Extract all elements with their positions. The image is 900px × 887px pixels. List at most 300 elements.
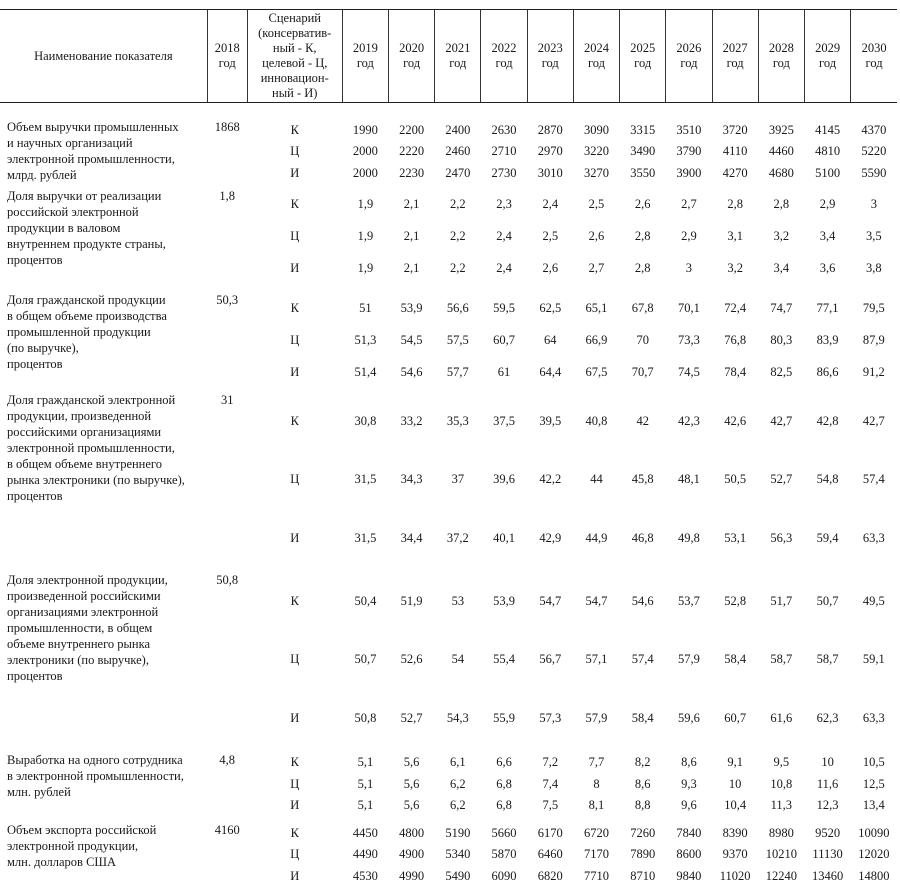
year-value: 13460 [811,868,844,883]
year-value: 3510 [676,122,702,137]
year-value: 40,1 [493,531,515,546]
year-value: 10,5 [862,755,885,770]
indicator-name-line: продукции, произведенной [7,408,152,423]
header-base-year: 2018 год [207,10,247,103]
scenario-code: Ц [290,652,300,667]
year-value: 7890 [630,847,656,862]
year-value: 10 [821,755,834,770]
year-value: 3 [685,260,693,275]
year-value: 6820 [537,868,563,883]
year-value: 12,3 [816,798,839,813]
indicator-name-line: электроники (по выручке), [7,652,149,667]
year-value: 2460 [445,144,471,159]
indicator-name-line: (по выручке), [7,340,79,355]
table-row [0,188,897,220]
year-value: 57,7 [446,364,469,379]
indicator-name-line: в общем объеме внутреннего [7,456,162,471]
indicator-name-line: млн. долларов США [7,855,117,869]
indicator-name-line: продукции в валовом [7,220,121,235]
year-value: 3,4 [819,228,836,243]
table-row [0,392,897,451]
scenario-code: И [290,260,300,275]
year-value: 4370 [861,122,887,137]
year-value: 50,4 [354,593,377,608]
year-value: 83,9 [816,332,839,347]
year-value: 13,4 [862,798,885,813]
indicator-name-line: и научных организаций [7,136,133,150]
scenario-code: Ц [290,472,300,487]
year-value: 7,7 [588,755,605,770]
indicator-name-line: рынка электроники (по выручке), [7,472,185,487]
year-value: 2710 [491,144,517,159]
year-value: 46,8 [631,531,654,546]
year-value: 59,1 [862,652,885,667]
year-value: 37 [451,472,465,487]
year-value: 9,5 [773,755,790,770]
year-value: 53,1 [724,531,747,546]
year-value: 6170 [537,825,563,840]
year-value: 3090 [583,122,609,137]
year-value: 2,8 [727,196,743,211]
year-value: 52,8 [724,593,747,608]
header-year: 2030 год [851,10,897,103]
year-value: 57,1 [585,652,608,667]
year-value: 60,7 [493,332,515,347]
year-value: 2,1 [403,196,420,211]
year-value: 1,9 [357,196,374,211]
year-value: 67,8 [631,300,654,315]
year-value: 50,8 [354,711,377,726]
year-value: 61 [497,364,511,379]
year-value: 54,7 [539,593,562,608]
year-value: 3 [870,196,877,211]
year-value: 3550 [630,165,656,180]
year-value: 62,5 [539,300,562,315]
year-value: 9,6 [681,798,697,813]
year-value: 3925 [768,122,794,137]
year-value: 50,7 [816,593,839,608]
year-value: 4900 [399,847,425,862]
header-indicator-name: Наименование показателя [0,10,207,103]
year-value: 3490 [630,144,656,159]
year-value: 2,8 [634,228,651,243]
year-value: 74,5 [677,364,700,379]
table-body [0,103,897,887]
year-value: 54,7 [585,593,608,608]
header-year: 2022 год [481,10,527,103]
year-value: 8390 [722,825,748,840]
year-value: 10 [728,776,742,791]
year-value: 2200 [399,122,425,137]
year-value: 42,7 [770,413,793,428]
year-value: 2,9 [681,228,697,243]
indicator-name-line: млн. рублей [7,784,71,799]
forecast-table [0,9,897,887]
year-value: 52,6 [400,652,423,667]
year-value: 51,4 [354,364,377,379]
year-value: 4990 [399,868,425,883]
year-value: 7,4 [542,776,559,791]
year-value: 2630 [491,122,517,137]
year-value: 2220 [399,144,425,159]
year-value: 59,4 [816,531,839,546]
indicator-name [0,752,207,817]
year-value: 5100 [815,165,841,180]
scenario-code: Ц [290,228,300,243]
scenario-code: Ц [290,332,300,347]
year-value: 9370 [722,847,748,862]
year-value: 2870 [537,122,563,137]
header-year: 2023 год [527,10,573,103]
year-value: 4450 [352,825,378,840]
year-value: 6,1 [450,755,466,770]
year-value: 48,1 [677,472,700,487]
year-value: 87,9 [862,332,885,347]
indicator-name-line: в общем объеме производства [7,308,167,323]
year-value: 66,9 [585,332,608,347]
row-spacer [0,103,897,120]
indicator-name-line: организациями электронной [7,604,159,619]
scenario-code: К [290,825,299,840]
year-value: 67,5 [585,364,608,379]
header-year: 2027 год [712,10,758,103]
year-value: 8,2 [634,755,651,770]
table-row [0,752,897,774]
year-value: 5340 [445,847,471,862]
year-value: 2,6 [634,196,651,211]
indicator-name-line: внутреннем продукте страны, [7,236,166,251]
year-value: 42,6 [724,413,747,428]
year-value: 42,7 [862,413,885,428]
indicator-name-line: Объем экспорта российской [7,823,157,837]
year-value: 5190 [445,825,471,840]
year-value: 30,8 [354,413,377,428]
header-year: 2028 год [758,10,804,103]
year-value: 62,3 [816,711,839,726]
year-value: 31,5 [354,472,377,487]
year-value: 2,7 [588,260,605,275]
year-value: 82,5 [770,364,793,379]
year-value: 58,4 [631,711,654,726]
indicator-name [0,392,207,568]
year-value: 7710 [583,868,609,883]
year-value: 63,3 [862,531,885,546]
scenario-code: К [290,413,299,428]
year-value: 5,1 [357,776,374,791]
year-value: 57,9 [585,711,608,726]
year-value: 56,3 [770,531,793,546]
year-value: 54,6 [631,593,654,608]
year-value: 2,6 [542,260,559,275]
year-value: 3220 [583,144,609,159]
indicator-name-line: Объем выручки промышленных [7,120,179,134]
year-value: 39,6 [493,472,515,487]
year-value: 4810 [815,144,841,159]
year-value: 3,1 [727,228,743,243]
header-year: 2026 год [666,10,712,103]
year-value: 1,9 [357,260,374,275]
base-year-value: 1868 [214,120,240,134]
scenario-code: И [290,531,300,546]
indicator-name [0,119,207,184]
year-value: 12,5 [862,776,885,791]
year-value: 56,7 [539,652,562,667]
indicator-name-line: процентов [7,668,63,683]
year-value: 6,2 [450,776,466,791]
year-value: 1,9 [357,228,374,243]
scenario-code: И [290,165,300,180]
year-value: 3,2 [727,260,743,275]
indicator-name [0,292,207,388]
year-value: 2,4 [542,196,559,211]
year-value: 2,2 [450,228,466,243]
year-value: 54,5 [400,332,423,347]
year-value: 6090 [491,868,517,883]
indicator-name [0,188,207,284]
year-value: 2970 [537,144,563,159]
header-year: 2024 год [573,10,619,103]
year-value: 6,2 [450,798,466,813]
year-value: 10,8 [770,776,793,791]
year-value: 52,7 [400,711,423,726]
indicator-name-line: промышленности, в общем [7,620,153,635]
year-value: 57,4 [862,472,885,487]
year-value: 57,4 [631,652,654,667]
year-value: 10090 [858,825,890,840]
table-row [0,822,897,844]
year-value: 49,8 [677,531,700,546]
base-year-value: 50,8 [216,572,239,587]
scenario-code: К [290,593,299,608]
year-value: 51 [359,300,372,315]
year-value: 2000 [352,144,378,159]
year-value: 40,8 [585,413,608,428]
year-value: 3790 [676,144,702,159]
year-value: 73,3 [677,332,700,347]
indicator-name-line: объеме внутреннего рынка [7,636,151,651]
year-value: 5,6 [403,798,420,813]
year-value: 33,2 [400,413,423,428]
indicator-name-line: электронной промышленности, [7,440,175,455]
year-value: 59,6 [677,711,700,726]
year-value: 5,6 [403,755,420,770]
year-value: 4800 [399,825,425,840]
year-value: 86,6 [816,364,839,379]
year-value: 2470 [445,165,471,180]
indicator-name-line: в электронной промышленности, [7,768,184,783]
year-value: 2400 [445,122,471,137]
year-value: 7,2 [542,755,559,770]
table-row [0,119,897,141]
year-value: 54,8 [816,472,839,487]
year-value: 42,9 [539,531,562,546]
indicator-name-line: Доля гражданской продукции [7,292,166,307]
year-value: 8600 [676,847,702,862]
scenario-code: И [290,798,300,813]
header-year: 2021 год [435,10,481,103]
year-value: 54,6 [400,364,423,379]
year-value: 14800 [858,868,890,883]
indicator-name-line: Доля выручки от реализации [7,188,162,203]
year-value: 35,3 [446,413,469,428]
year-value: 57,9 [677,652,700,667]
year-value: 8980 [768,825,794,840]
year-value: 8 [593,776,600,791]
year-value: 51,3 [354,332,377,347]
scenario-code: К [290,122,299,137]
year-value: 4460 [768,144,794,159]
year-value: 58,4 [724,652,747,667]
year-value: 54,3 [446,711,469,726]
year-value: 74,7 [770,300,793,315]
table-row [0,572,897,631]
year-value: 39,5 [539,413,562,428]
year-value: 49,5 [862,593,885,608]
base-year-value: 31 [220,392,234,407]
year-value: 4145 [815,122,841,137]
year-value: 9,1 [727,755,743,770]
year-value: 37,5 [493,413,515,428]
year-value: 7840 [676,825,702,840]
year-value: 5870 [491,847,517,862]
base-year-value: 50,3 [216,292,239,307]
year-value: 2000 [352,165,378,180]
year-value: 55,4 [493,652,515,667]
year-value: 6460 [537,847,563,862]
header-scenario: Сценарий (консерватив- ный - К, целевой - Ц, инновацион- ный - И) [247,10,342,103]
year-value: 4270 [722,165,748,180]
year-value: 5490 [445,868,471,883]
year-value: 5,1 [357,755,374,770]
header-year: 2019 год [342,10,388,103]
year-value: 34,3 [400,472,423,487]
year-value: 2,7 [681,196,697,211]
year-value: 3,5 [866,228,882,243]
year-value: 54 [451,652,465,667]
year-value: 11130 [812,847,843,862]
year-value: 8710 [630,868,656,883]
year-value: 12240 [765,868,797,883]
year-value: 70 [636,332,649,347]
indicator-name [0,572,207,748]
year-value: 7,5 [542,798,559,813]
year-value: 42 [636,413,649,428]
year-value: 3,6 [819,260,836,275]
indicator-name-line: российскими организациями [7,424,162,439]
year-value: 50,5 [724,472,747,487]
year-value: 10210 [765,847,797,862]
year-value: 2,1 [403,260,420,275]
scenario-code: И [290,364,300,379]
year-value: 3900 [676,165,702,180]
year-value: 63,3 [862,711,885,726]
year-value: 42,8 [816,413,839,428]
year-value: 42,3 [677,413,700,428]
year-value: 3,2 [773,228,790,243]
year-value: 72,4 [724,300,747,315]
indicator-name-line: процентов [7,252,63,267]
header-year: 2020 год [389,10,435,103]
scenario-code: Ц [290,847,300,862]
indicator-name [0,822,207,887]
spacer-cell [0,284,897,292]
indicator-name-line: млрд. рублей [7,168,77,182]
year-value: 3315 [630,122,656,137]
year-value: 5,1 [357,798,374,813]
year-value: 6720 [583,825,609,840]
year-value: 6,8 [496,798,512,813]
indicator-name-line: электронной продукции, [7,839,139,853]
indicator-name-line: российской электронной [7,204,139,219]
year-value: 11,3 [770,798,793,813]
year-value: 51,7 [770,593,793,608]
year-value: 5590 [861,165,887,180]
year-value: 59,5 [493,300,515,315]
year-value: 56,6 [446,300,469,315]
year-value: 2,9 [819,196,836,211]
year-value: 5220 [861,144,887,159]
year-value: 53 [451,593,465,608]
year-value: 11,6 [816,776,839,791]
year-value: 7170 [583,847,609,862]
indicator-name-line: произведенной российскими [7,588,161,603]
year-value: 6,6 [496,755,512,770]
year-value: 3,4 [773,260,790,275]
year-value: 4490 [352,847,378,862]
indicator-name-line: промышленной продукции [7,324,151,339]
year-value: 50,7 [354,652,377,667]
year-value: 51,9 [400,593,423,608]
scenario-code: К [290,300,299,315]
year-value: 77,1 [816,300,839,315]
year-value: 3,8 [866,260,882,275]
year-value: 2,6 [588,228,605,243]
scenario-code: Ц [290,776,300,791]
year-value: 3720 [722,122,748,137]
indicator-name-line: Выработка на одного сотрудника [7,752,183,767]
year-value: 37,2 [446,531,469,546]
year-value: 2730 [491,165,517,180]
year-value: 53,9 [400,300,423,315]
base-year-value: 1,8 [219,188,235,203]
header-year: 2025 год [620,10,666,103]
year-value: 2,5 [588,196,605,211]
year-value: 9520 [815,825,841,840]
year-value: 2230 [399,165,425,180]
scenario-code: И [290,711,300,726]
year-value: 2,2 [450,196,466,211]
year-value: 2,8 [634,260,651,275]
spacer-cell [0,103,897,120]
year-value: 2,8 [773,196,790,211]
year-value: 9,3 [681,776,697,791]
year-value: 52,7 [770,472,793,487]
year-value: 11020 [719,868,751,883]
year-value: 44,9 [585,531,608,546]
year-value: 4680 [768,165,794,180]
table-header-row [0,10,897,103]
year-value: 4530 [352,868,378,883]
year-value: 91,2 [862,364,885,379]
year-value: 61,6 [770,711,793,726]
year-value: 64,4 [539,364,562,379]
year-value: 64 [544,332,557,347]
row-spacer [0,284,897,292]
year-value: 4110 [722,144,748,159]
year-value: 57,3 [539,711,562,726]
base-year-value: 4160 [214,823,240,837]
year-value: 2,3 [496,196,512,211]
